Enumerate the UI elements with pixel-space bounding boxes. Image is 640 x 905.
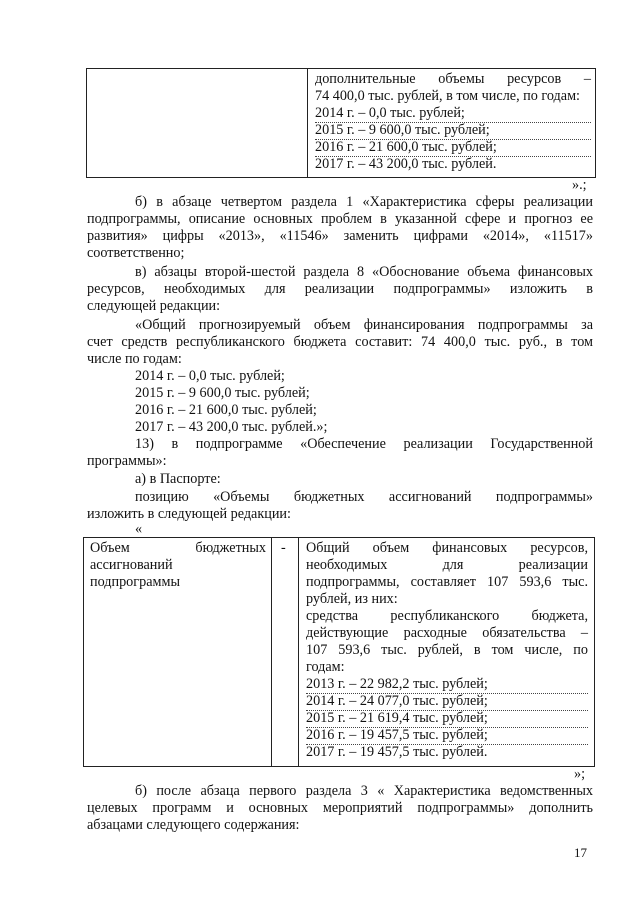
para-b2-line: абзацами следующего содержания: xyxy=(87,817,300,833)
table1-line: 2017 г. – 43 200,0 тыс. рублей. xyxy=(315,156,497,172)
quote-line: 2016 г. – 21 600,0 тыс. рублей; xyxy=(135,402,317,418)
para-b1-line: соответственно; xyxy=(87,245,185,261)
table2-right-line: 107 593,6 тыс. рублей, в том числе, по xyxy=(306,642,588,658)
para-b2-line: целевых программ и основных мероприятий подпрограммы» дополнить xyxy=(87,800,593,816)
para-b2-line: б) после абзаца первого раздела 3 « Характеристика ведомственных xyxy=(135,783,593,799)
para-b1-line: подпрограммы, описание основных проблем в указанной сфере и прогноз ее xyxy=(87,211,593,227)
table2-right-line: действующие расходные обязательства – xyxy=(306,625,588,641)
item-a: а) в Паспорте: xyxy=(135,471,221,487)
table2-right-line: 2017 г. – 19 457,5 тыс. рублей. xyxy=(306,744,488,760)
para-v-line: следующей редакции: xyxy=(87,298,221,314)
table2-right-line: необходимых для реализации xyxy=(306,557,588,573)
position-line: позицию «Объемы бюджетных ассигнований подпрограммы» xyxy=(135,489,593,505)
para-b1-line: развития» цифры «2013», «11546» заменить цифрами «2014», «11517» xyxy=(87,228,593,244)
open-quote: « xyxy=(135,521,143,537)
table2-right-line: 2014 г. – 24 077,0 тыс. рублей; xyxy=(306,693,588,711)
quote-line: 2014 г. – 0,0 тыс. рублей; xyxy=(135,368,285,384)
table-2 xyxy=(83,537,595,767)
position-line: изложить в следующей редакции: xyxy=(87,506,291,522)
quote-line: 2015 г. – 9 600,0 тыс. рублей; xyxy=(135,385,310,401)
table1-line: 2015 г. – 9 600,0 тыс. рублей; xyxy=(315,122,591,140)
table2-left-line: подпрограммы xyxy=(90,574,180,590)
quote-line: счет средств республиканского бюджета составит: 74 400,0 тыс. руб., в том xyxy=(87,334,593,350)
para-v-line: ресурсов, необходимых для реализации подпрограммы» изложить в xyxy=(87,281,593,297)
table2-right-line: средства республиканского бюджета, xyxy=(306,608,588,624)
quote-line: числе по годам: xyxy=(87,351,182,367)
table1-line: дополнительные объемы ресурсов – xyxy=(315,71,591,87)
para-v-line: в) абзацы второй-шестой раздела 8 «Обоснование объема финансовых xyxy=(135,264,593,280)
table1-line: 74 400,0 тыс. рублей, в том числе, по годам: xyxy=(315,88,580,104)
table1-line: 2016 г. – 21 600,0 тыс. рублей; xyxy=(315,139,591,157)
para-b1-line: б) в абзаце четвертом раздела 1 «Характеристика сферы реализации xyxy=(135,194,593,210)
table2-right-line: 2016 г. – 19 457,5 тыс. рублей; xyxy=(306,727,588,745)
table2-dash: - xyxy=(281,540,286,556)
table1-line: 2014 г. – 0,0 тыс. рублей; xyxy=(315,105,591,123)
table2-right-line: 2015 г. – 21 619,4 тыс. рублей; xyxy=(306,710,588,728)
table1-close-mark: ».; xyxy=(572,177,587,193)
table2-right-line: годам: xyxy=(306,659,345,675)
item13-line: программы»: xyxy=(87,453,167,469)
item13-line: 13) в подпрограмме «Обеспечение реализации Государственной xyxy=(135,436,593,452)
table2-right-line: 2013 г. – 22 982,2 тыс. рублей; xyxy=(306,676,588,694)
quote-line: 2017 г. – 43 200,0 тыс. рублей.»; xyxy=(135,419,328,435)
table2-left-line: ассигнований xyxy=(90,557,173,573)
page-number: 17 xyxy=(574,845,587,860)
table-1 xyxy=(86,68,596,178)
table2-right-line: подпрограммы, составляет 107 593,6 тыс. xyxy=(306,574,588,590)
table2-right-line: рублей, из них: xyxy=(306,591,398,607)
table2-left-line: Объем бюджетных xyxy=(90,540,266,556)
quote-line: «Общий прогнозируемый объем финансирования подпрограммы за xyxy=(135,317,593,333)
table2-right-line: Общий объем финансовых ресурсов, xyxy=(306,540,588,556)
table2-close-mark: »; xyxy=(574,766,586,782)
